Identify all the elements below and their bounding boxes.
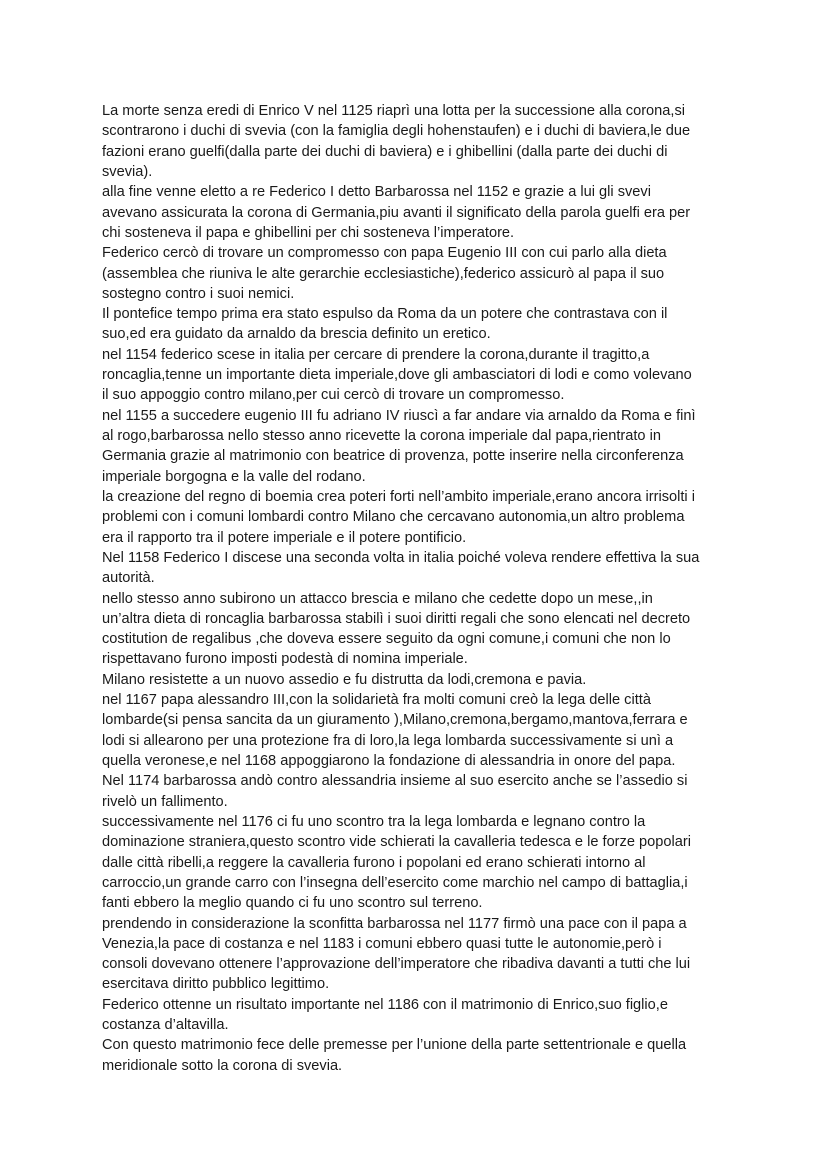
text-line: Il pontefice tempo prima era stato espulso da Roma da un potere che contrastava con il (102, 306, 668, 323)
text-line: lombarde(si pensa sancita da un giuramento ),Milano,cremona,bergamo,mantova,ferrara e (102, 712, 688, 729)
text-line: costitution de regalibus ,che doveva essere seguito da ogni comune,i comuni che non lo (102, 631, 671, 648)
text-line: consoli dovevano ottenere l’approvazione dell’imperatore che ribadiva davanti a tutti che lui (102, 956, 691, 973)
text-line: Con questo matrimonio fece delle premesse per l’unione della parte settentrionale e quella (102, 1037, 687, 1054)
text-line: avevano assicurata la corona di Germania,piu avanti il significato della parola guelfi era per (102, 204, 691, 221)
text-line: dalle città ribelli,a reggere la cavalleria furono i popolani ed erano schierati intorno al (102, 854, 646, 871)
text-line: fazioni erano guelfi(dalla parte dei duchi di baviera) e i ghibellini (dalla parte dei duchi di (102, 143, 668, 160)
text-line: svevia). (102, 163, 153, 180)
text-line: prendendo in considerazione la sconfitta barbarossa nel 1177 firmò una pace con il papa a (102, 915, 687, 932)
text-line: Germania grazie al matrimonio con beatrice di provenza, potte inserire nella circonferenza (102, 448, 684, 465)
text-line: un’altra dieta di roncaglia barbarossa stabilì i suoi diritti regali che sono elencati nel decreto (102, 610, 691, 627)
text-line: Nel 1174 barbarossa andò contro alessandria insieme al suo esercito anche se l’assedio si (102, 773, 688, 790)
text-line: costanza d’altavilla. (102, 1017, 229, 1034)
document-body (102, 101, 742, 1076)
text-line: sostegno contro i suoi nemici. (102, 285, 295, 302)
text-line: (assemblea che riuniva le alte gerarchie ecclesiastiche),federico assicurò al papa il suo (102, 265, 665, 282)
text-line: quella veronese,e nel 1168 appoggiarono la fondazione di alessandria in onore del papa. (102, 753, 676, 769)
text-line: era il rapporto tra il potere imperiale e il potere pontificio. (102, 529, 467, 546)
text-line: problemi con i comuni lombardi contro Milano che cercavano autonomia,un altro problema (102, 509, 685, 526)
text-line: rispettavano furono imposti podestà di nomina imperiale. (102, 651, 468, 668)
text-line: carroccio,un grande carro con l’insegna dell’esercito come marchio nel campo di battaglia,i (102, 874, 688, 891)
text-line: suo,ed era guidato da arnaldo da brescia definito un eretico. (102, 326, 491, 343)
text-line: La morte senza eredi di Enrico V nel 1125 riaprì una lotta per la successione alla corona,si (102, 103, 685, 119)
text-line: il suo appoggio contro milano,per cui cercò di trovare un compromesso. (102, 387, 565, 404)
text-line: Venezia,la pace di costanza e nel 1183 i comuni ebbero quasi tutte le autonomie,però i (102, 935, 662, 952)
text-line: Milano resistette a un nuovo assedio e fu distrutta da lodi,cremona e pavia. (102, 671, 587, 688)
text-line: rivelò un fallimento. (102, 793, 228, 810)
text-line: chi sosteneva il papa e ghibellini per chi sosteneva l’imperatore. (102, 224, 515, 241)
text-line: Federico ottenne un risultato importante nel 1186 con il matrimonio di Enrico,suo figlio,e (102, 996, 668, 1013)
text-line: successivamente nel 1176 ci fu uno scontro tra la lega lombarda e legnano contro la (102, 813, 646, 830)
text-line: imperiale borgogna e la valle del rodano. (102, 468, 366, 485)
text-line: Nel 1158 Federico I discese una seconda volta in italia poiché voleva rendere effettiva la sua (102, 549, 700, 566)
text-line: fanti ebbero la meglio quando ci fu uno scontro sul terreno. (102, 895, 483, 912)
text-line: nello stesso anno subirono un attacco brescia e milano che cedette dopo un mese,,in (102, 590, 653, 607)
text-line: alla fine venne eletto a re Federico I detto Barbarossa nel 1152 e grazie a lui gli svevi (102, 184, 651, 201)
text-line: dominazione straniera,questo scontro vide schierati la cavalleria tedesca e le forze popolari (102, 834, 691, 851)
text-line: meridionale sotto la corona di svevia. (102, 1057, 343, 1074)
text-line: roncaglia,tenne un importante dieta imperiale,dove gli ambasciatori di lodi e como volevano (102, 367, 692, 384)
text-line: al rogo,barbarossa nello stesso anno ricevette la corona imperiale dal papa,rientrato in (102, 428, 661, 444)
text-line: scontrarono i duchi di svevia (con la famiglia degli hohenstaufen) e i duchi di baviera,le due (102, 123, 691, 140)
text-line: nel 1167 papa alessandro III,con la solidarietà fra molti comuni creò la lega delle città (102, 692, 651, 709)
text-line: nel 1154 federico scese in italia per cercare di prendere la corona,durante il tragitto,a (102, 346, 650, 363)
text-line: nel 1155 a succedere eugenio III fu adriano IV riuscì a far andare via arnaldo da Roma e finì (102, 407, 696, 424)
text-line: Federico cercò di trovare un compromesso con papa Eugenio III con cui parlo alla dieta (102, 245, 667, 262)
text-line: esercitava diritto pubblico legittimo. (102, 976, 330, 993)
text-line: lodi si allearono per una protezione fra di loro,la lega lombarda successivamente si unì a (102, 732, 674, 749)
text-line: autorità. (102, 570, 155, 587)
text-line: la creazione del regno di boemia crea poteri forti nell’ambito imperiale,erano ancora irrisolti i (102, 488, 695, 505)
